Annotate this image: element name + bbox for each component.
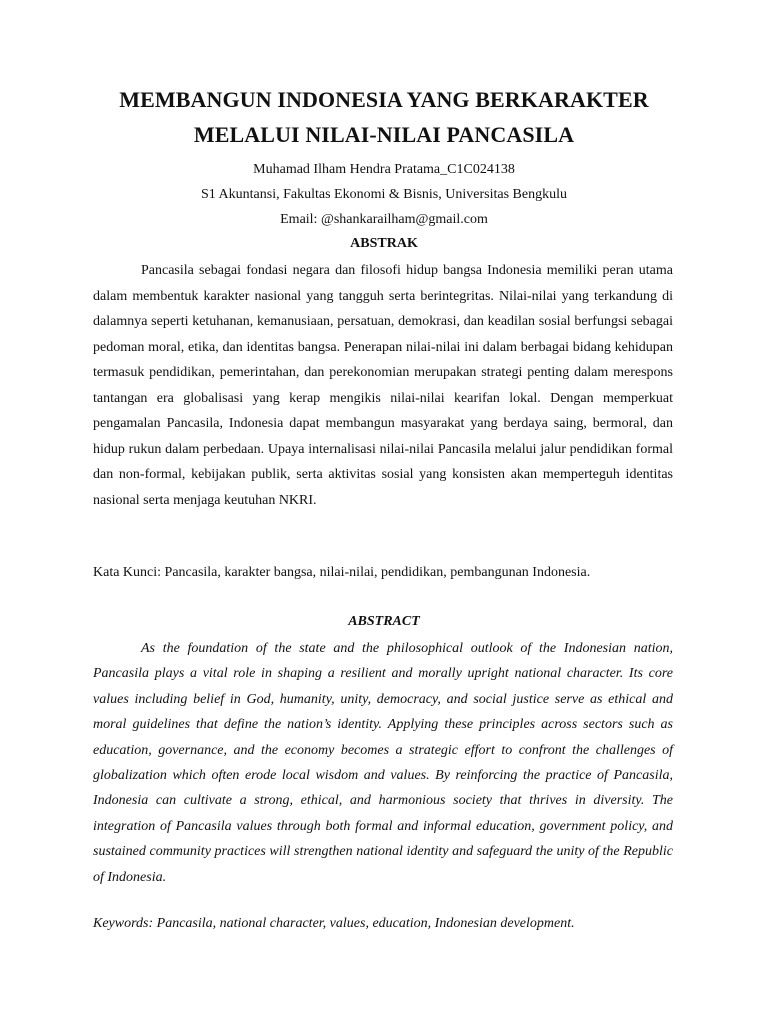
abstract-heading: ABSTRACT — [348, 614, 420, 629]
abstrak-heading: ABSTRAK — [350, 236, 418, 251]
paper-title-line-1: MEMBANGUN INDONESIA YANG BERKARAKTER — [119, 87, 649, 112]
author-email: Email: @shankarailham@gmail.com — [280, 212, 488, 227]
abstrak-body: Pancasila sebagai fondasi negara dan filosofi hidup bangsa Indonesia memiliki peran utama dalam membentuk karakter nasional yang tangguh serta berintegritas. Nilai-nilai yang terkandung di dalamnya seperti ketuhanan, kemanusiaan, persatuan, demokrasi, dan keadilan sosial berfungsi sebagai pedoman moral, etika, dan identitas bangsa. Penerapan nilai-nilai ini dalam berbagai bidang kehidupan termasuk pendidikan, pemerintahan, dan perekonomian merupakan strategi penting dalam merespons tantangan era globalisasi yang kerap mengikis nilai-nilai kearifan lokal. Dengan memperkuat pengamalan Pancasila, Indonesia dapat membangun masyarakat yang berdaya saing, bermoral, dan hidup rukun dalam perbedaan. Upaya internalisasi nilai-nilai Pancasila melalui jalur pendidikan formal dan non-formal, kebijakan publik, serta aktivitas sosial yang konsisten akan memperteguh identitas nasional serta menjaga keutuhan NKRI. — [93, 263, 673, 508]
abstrak-keywords: Kata Kunci: Pancasila, karakter bangsa, nilai-nilai, pendidikan, pembangunan Indonesia. — [93, 565, 591, 580]
paper-title-line-2: MELALUI NILAI-NILAI PANCASILA — [193, 122, 575, 147]
abstract-body: As the foundation of the state and the philosophical outlook of the Indonesian nation, Pancasila plays a vital role in shaping a resilient and morally upright national character. Its core values including belief in God, humanity, unity, democracy, and social justice serve as ethical and moral guidelines that define the nation’s identity. Applying these principles across sectors such as education, governance, and the economy becomes a strategic effort to confront the challenges of globalization which often erode local wisdom and values. By reinforcing the practice of Pancasila, Indonesia can cultivate a strong, ethical, and harmonious society that thrives in diversity. The integration of Pancasila values through both formal and informal education, government policy, and sustained community practices will strengthen national identity and safeguard the unity of the Republic of Indonesia. — [93, 641, 673, 885]
author-affiliation: S1 Akuntansi, Fakultas Ekonomi & Bisnis, Universitas Bengkulu — [201, 187, 567, 202]
author-name: Muhamad Ilham Hendra Pratama_C1C024138 — [253, 162, 515, 177]
abstract-keywords: Keywords: Pancasila, national character, values, education, Indonesian development. — [93, 916, 575, 931]
